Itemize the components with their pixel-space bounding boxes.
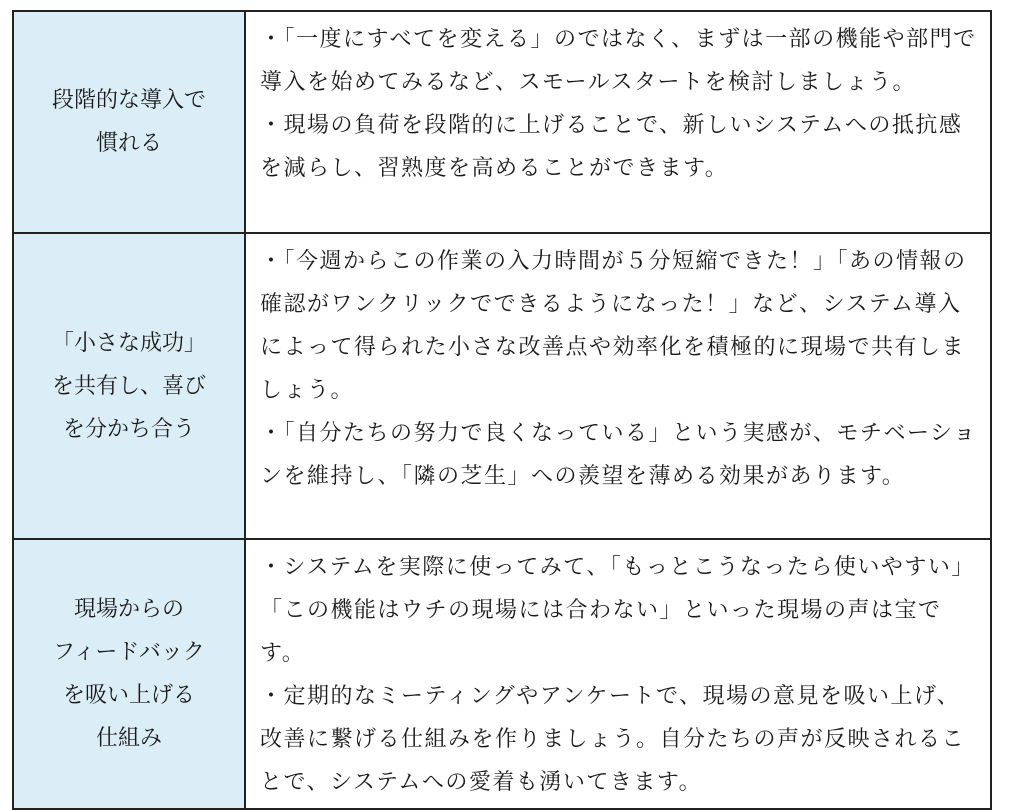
row-label-line: フィードバック [53,640,205,665]
row-label-line: を共有し、喜び [51,373,206,399]
row-label-cell [13,233,245,539]
row-label-cell [13,539,245,809]
table-row [13,11,991,233]
info-table [12,10,992,810]
row-content-cell [245,539,991,809]
row-label-line: 現場からの [73,597,184,622]
row-label-line: 仕組み [95,726,162,751]
row-label-line: 「小さな成功」 [51,330,206,356]
bullet-text: ・「自分たちの努力で良くなっている」という実感が、モチベーションを維持し、「隣の芝生」への羨望を薄める効果があります。 [260,421,977,489]
bullet-text: ・システムを実際に使ってみて、「もっとこうなったら使いやすい」「この機能はウチの現場には合わない」といった現場の声は宝です。 [260,555,975,666]
row-label-cell [13,11,245,233]
bullet-text: ・現場の負荷を段階的に上げることで、新しいシステムへの抵抗感を減らし、習熟度を高めることができます。 [260,113,963,181]
row-label-line: 慣れる [95,131,162,156]
row-label-line: を分かち合う [62,416,195,442]
bullet-text: ・「一度にすべてを変える」のではなく、まずは一部の機能や部門で導入を始めてみるなど、スモールスタートを検討しましょう。 [260,27,977,95]
row-label-line: を吸い上げる [62,683,195,708]
table-row [13,233,991,539]
bullet-text: ・定期的なミーティングやアンケートで、現場の意見を吸い上げ、改善に繋げる仕組みを作りましょう。自分たちの声が反映されることで、システムへの愛着も湧いてきます。 [260,684,966,795]
row-content-cell [245,233,991,539]
row-label-line: 段階的な導入で [51,88,206,113]
table-row [13,539,991,809]
bullet-text: ・「今週からこの作業の入力時間が５分短縮できた！」「あの情報の確認がワンクリックでできるようになった！」など、システム導入によって得られた小さな改善点や効率化を積極的に現場で共有しましょう。 [260,249,967,403]
row-content-cell [245,11,991,233]
